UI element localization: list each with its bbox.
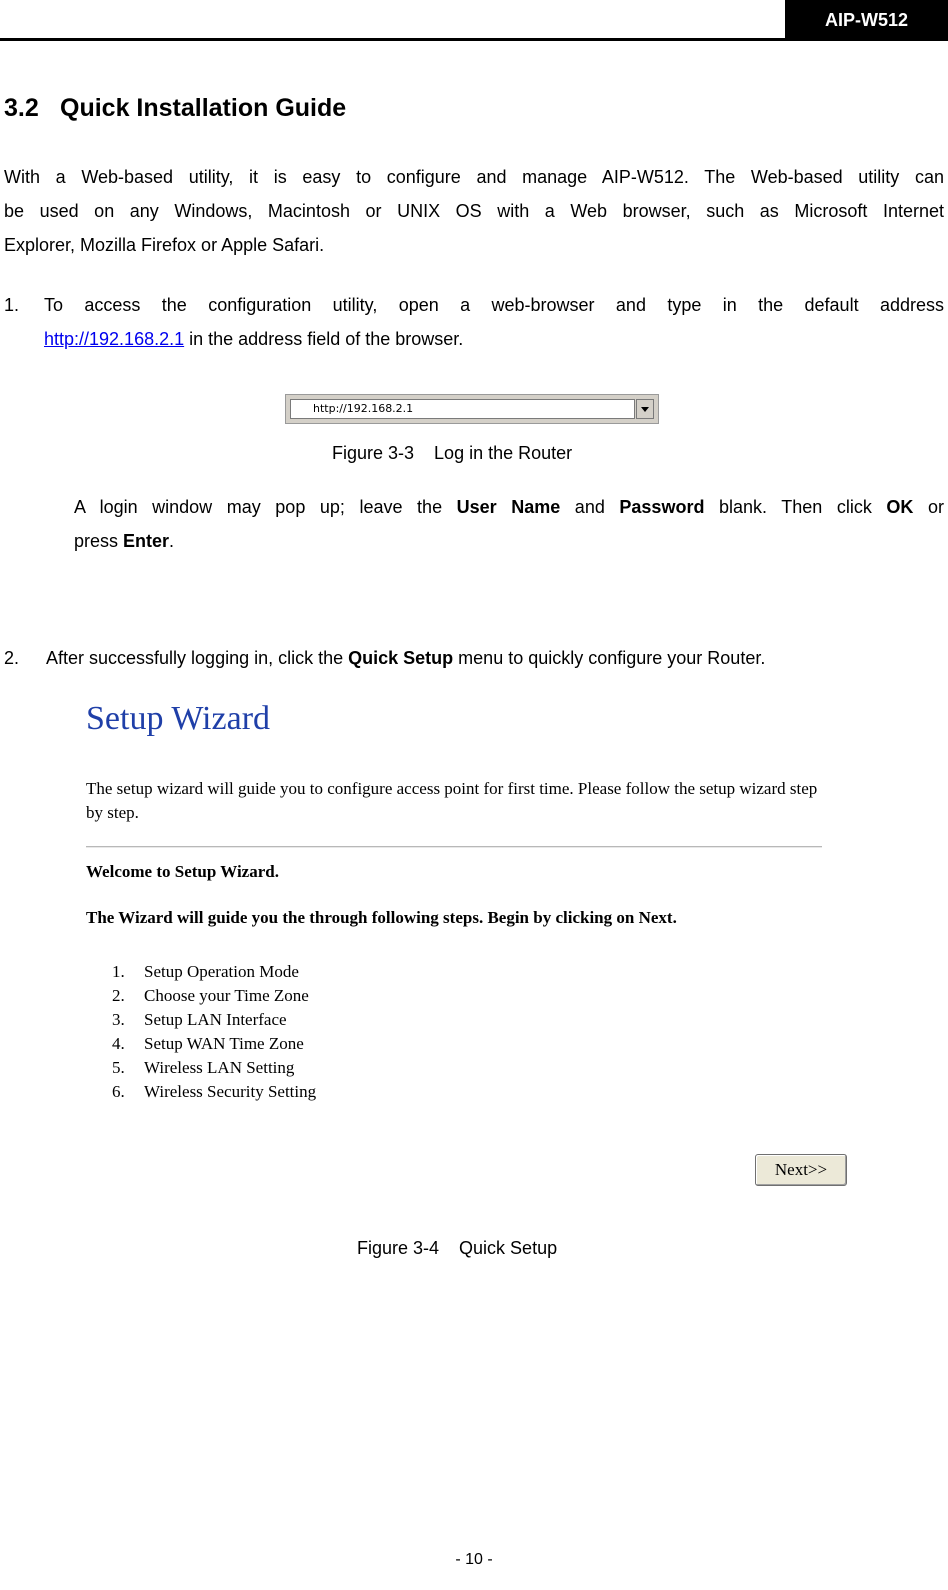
list-item-label: Setup LAN Interface bbox=[144, 1010, 287, 1029]
figure-3-3-caption: Figure 3-3 Log in the Router bbox=[332, 443, 573, 463]
password-term: Password bbox=[619, 497, 705, 517]
list-item-number: 2. bbox=[112, 986, 125, 1005]
list-item-label: Choose your Time Zone bbox=[144, 986, 309, 1005]
login-note-text: press bbox=[74, 531, 124, 551]
login-note-text: blank. Then click bbox=[704, 497, 887, 517]
address-dropdown-button[interactable] bbox=[636, 399, 654, 419]
router-address-link[interactable]: http://192.168.2.1 bbox=[44, 329, 185, 349]
step-2-number: 2. bbox=[4, 648, 20, 668]
list-item-label: Wireless Security Setting bbox=[144, 1082, 317, 1101]
list-item bbox=[112, 1080, 316, 1104]
login-note-text: . bbox=[169, 531, 175, 551]
login-note-line-1 bbox=[74, 490, 944, 524]
next-button[interactable]: Next>> bbox=[755, 1154, 847, 1186]
list-item bbox=[112, 960, 316, 984]
quick-setup-term: Quick Setup bbox=[348, 648, 454, 668]
ok-term: OK bbox=[886, 497, 914, 517]
login-note-text: or bbox=[913, 497, 944, 517]
list-item-number: 3. bbox=[112, 1010, 125, 1029]
section-title-text: Quick Installation Guide bbox=[60, 94, 347, 122]
list-item bbox=[112, 1008, 316, 1032]
wizard-guide: The Wizard will guide you the through following steps. Begin by clicking on Next. bbox=[86, 908, 677, 927]
user-name-term: User Name bbox=[456, 497, 561, 517]
login-note bbox=[74, 490, 944, 558]
browser-address-bar bbox=[285, 394, 659, 424]
login-note-text: and bbox=[560, 497, 620, 517]
list-item-label: Wireless LAN Setting bbox=[144, 1058, 295, 1077]
list-item-number: 4. bbox=[112, 1034, 125, 1053]
intro-line-2: be used on any Windows, Macintosh or UNIX OS with a Web browser, such as Microsoft Internet bbox=[4, 201, 944, 221]
list-item-label: Setup WAN Time Zone bbox=[144, 1034, 304, 1053]
login-note-text: A login window may pop up; leave the bbox=[74, 497, 457, 517]
model-label: AIP-W512 bbox=[785, 0, 948, 41]
chevron-down-icon bbox=[641, 407, 649, 412]
step-1-text bbox=[44, 288, 944, 356]
list-item-number: 1. bbox=[112, 962, 125, 981]
enter-term: Enter bbox=[123, 531, 170, 551]
intro-line-3: Explorer, Mozilla Firefox or Apple Safari. bbox=[4, 235, 325, 255]
step-1-number: 1. bbox=[4, 295, 20, 315]
address-field[interactable]: http://192.168.2.1 bbox=[290, 399, 635, 419]
list-item-label: Setup Operation Mode bbox=[144, 962, 299, 981]
wizard-welcome: Welcome to Setup Wizard. bbox=[86, 862, 279, 881]
wizard-description: The setup wizard will guide you to configure access point for first time. Please follow the setup wizard step by step. bbox=[86, 779, 818, 822]
step-1-line-1: To access the configuration utility, open a web-browser and type in the default address bbox=[44, 295, 944, 315]
wizard-steps-list bbox=[112, 960, 316, 1104]
list-item bbox=[112, 1056, 316, 1080]
page-number: - 10 - bbox=[455, 1551, 493, 1568]
figure-3-4-caption: Figure 3-4 Quick Setup bbox=[357, 1238, 558, 1258]
intro-paragraph bbox=[4, 160, 944, 262]
wizard-title: Setup Wizard bbox=[86, 700, 271, 737]
section-number: 3.2 bbox=[4, 94, 39, 122]
list-item-number: 6. bbox=[112, 1082, 125, 1101]
step-2-text bbox=[46, 641, 765, 675]
list-item bbox=[112, 984, 316, 1008]
section-title bbox=[4, 94, 346, 123]
list-item bbox=[112, 1032, 316, 1056]
step-1-line-2: in the address field of the browser. bbox=[184, 329, 464, 349]
step-2-text-part: menu to quickly configure your Router. bbox=[453, 648, 766, 668]
wizard-divider bbox=[86, 846, 822, 848]
intro-line-1: With a Web-based utility, it is easy to configure and manage AIP-W512. The Web-based utility can bbox=[4, 167, 944, 187]
step-2-text-part: After successfully logging in, click the bbox=[46, 648, 349, 668]
list-item-number: 5. bbox=[112, 1058, 125, 1077]
